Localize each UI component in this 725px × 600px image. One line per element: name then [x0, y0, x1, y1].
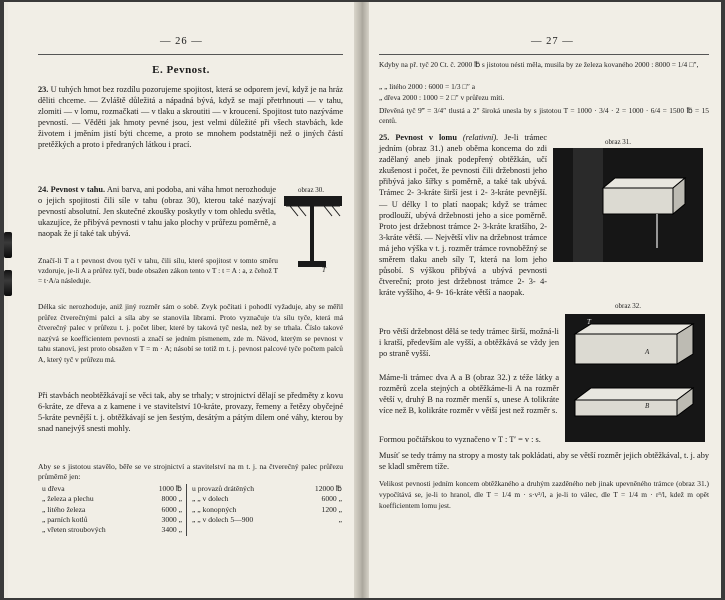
paragraph-number: 23.	[38, 85, 49, 94]
formula-line: Formou počtářskou to vyznačeno v T : T′ = v : s.	[379, 435, 541, 444]
page-number: — 27 —	[531, 36, 574, 47]
building-paragraph: Při stavbách neobtěžkávají se věci tak, aby se trhaly; v strojnictví dělají se předměty z kovu 6-kráte, ze dřeva a z kamene i ve stavitelství 10-kráte, provazy, řemeny a řetězy obyčejné 5-kráte pevnější t. j. obtěžkávají se jen šestým, desátým a pátým dílem oné váhy, kterou by snad nanejvýš snesti mohly.	[38, 391, 343, 434]
paragraph-23	[38, 84, 343, 151]
small-print-end: Velikost pevnosti jedním koncem obtěžkaného a druhým zazděného neb jinak upevněného trámce (obraz 31.) vypočítává se, je-li to hranol, dle T = 1/4 m · s·v²/l, a je-li to válec, dle T = 1/4 m · r³/l, kdež m opět koefficientem lomu jest.	[379, 479, 709, 510]
figure-31-caption: obraz 31.	[605, 138, 632, 146]
table-row	[42, 484, 182, 494]
paragraph-25	[379, 132, 547, 298]
calc-line-3: Dřevěná tyč 9‴ = 3/4″ tlustá a 2″ široká unesla by s jistotou T = 1000 · 3/4 · 2 = 1000 · 6/4 = 1500 ℔ = 15 centů.	[379, 106, 709, 126]
page-number: — 26 —	[160, 36, 203, 47]
table-row	[42, 505, 182, 515]
table-cell-value: 1200 „	[321, 504, 342, 514]
paragraph-text: U tuhých hmot bez rozdílu pozorujeme spojitost, která se odporem jeví, když je na hráz děliti chceme. — Zvláště důležitá a nápadná bývá, když se mají přetrhnouti — v tahu, zlomiti — v lomu, rozmačkati — v tlaku a skroutiti — v kroucení. Spojitost tuto nazýváme pevností. — Věděti jak hmoty pevné jsou, jest velmi důležité při všech stavbách, kde životem i jměním jistí býti chceme, a proto se mnohem podstatněji než o jiných částí pretěžkých a proto i předraných látkou i prací.	[38, 85, 343, 150]
figure-32-label-a: A	[645, 348, 650, 356]
small-print-paragraph: Délka sic nerozhoduje, aniž jiný rozměr sám o sobě. Zvyk počítati i pohodlí vyžaduje, aby se měřil průřez čtverečnými palci a síla aby se stanovila librami. Proto vyznačuje t/a sílu tyče, která má čtverečný palec v průřezu t. j. počet liber, které by taková tyč nesla, než by se trhala. Číslo takové nazývá se koefficientem pevnosti a značí se jedním písmenem, zde m. Návod, kterým se pevnost v tahu stanoví, jest proto obsažen v T = m · A; násobí se totiž m t. j. pevnost palcové tyče počtem palců A, který tyč v průřezu má.	[38, 302, 343, 364]
table-cell-label: „ „ v dolech 5—900	[192, 514, 254, 524]
table-cell-label: „ „ v dolech	[192, 494, 229, 504]
binder-clip	[4, 270, 12, 296]
right-page	[369, 2, 721, 598]
table-cell-value: 3000 „	[161, 514, 182, 524]
table-cell-value: „	[338, 514, 342, 524]
header-rule	[379, 54, 709, 55]
book-gutter	[354, 2, 369, 598]
calc-line-2: „ dřeva 2000 : 1000 = 2 □″ v průřezu míti.	[379, 93, 505, 102]
table-cell-label: „ „ konopných	[192, 504, 237, 514]
left-page	[8, 2, 354, 598]
figure-30-caption: obraz 30.	[298, 186, 325, 194]
binder-clip	[4, 232, 12, 258]
paragraph-subheading: (relativní).	[462, 133, 499, 142]
intro-example: Kdyby na př. tyč 20 Ct. č. 2000 ℔ s jistotou nésti měla, musila by ze železa kovaného 2000 : 8000 = 1/4 □″,	[379, 60, 699, 69]
table-cell-value: 12000 ℔	[314, 484, 342, 493]
table-row	[192, 505, 342, 515]
calc-line-1: „ „ litého 2000 : 6000 = 1/3 □″ a	[379, 82, 476, 91]
ab-paragraph: Máme-li trámec dva A a B (obraz 32.) z téže látky a rozměrů zcela stejných a obtěžkáme-li A na rozměr větší v, druhý B na rozměr menší s, unese A tolikráte více než B, kolikráte rozměr v větší jest než rozměr s.	[379, 373, 559, 416]
formula-paragraph: Značí-li T a t pevnost dvou tyčí v tahu, čili sílu, které spojitost v tomto směru vzdoruje, je-li A a průřez tyčí, bude obsažen zákon tento v T : t = A : a, z čehož T = t·A/a následuje.	[38, 256, 278, 286]
table-cell-value: 1000 ℔	[158, 484, 182, 493]
table-divider	[186, 484, 187, 536]
paragraph-heading: Pevnost v lomu	[395, 133, 457, 142]
book-spread	[4, 2, 721, 598]
strength-table-right	[192, 484, 342, 525]
paragraph-number: 24.	[38, 185, 49, 194]
header-rule	[38, 54, 343, 55]
beam-paragraph: Musíť se tedy trámy na stropy a mosty tak pokládati, aby se větší rozměr jejich obtěžkával, t. j. aby se kladl směrem tíže.	[379, 451, 709, 472]
paragraph-text: Je-li trámec jedním (obraz 31.) aneb oběma koncema do zdi zadělaný aneb jinak podepřený obtěžkán, učí zkušenost i počet, že pevnosti čili držebnosti jeho přibývá jako šířky s poměrně, a také tak ubývá. Trámec 2- 3-kráte širší jest i 2- 3-kráte pevnější. — U délky l to platí naopak; když se trámec prodlouží, ubývá držebnosti jeho a sice poměrně. Proto jest držebnost trámce 2- 3-kráte kratšího, 2- 3-kráte větší. — Největší vliv na držebnost trámce má jeho výška v t. j. rozměr trámce rovnoběžný se směrem tlaku aneb síly T, která na lom jeho působí. S výškou přibývá a ubývá pevnosti čtvereční; proto jest držebnost trámce 2- 3- 4-kráte vyššího, 4- 9- 16-kráte větší a naopak.	[379, 133, 548, 298]
table-row	[192, 515, 342, 525]
table-cell-label: „ parních kotlů	[42, 514, 88, 524]
figure-32	[565, 314, 705, 442]
figure-32-caption: obraz 32.	[615, 302, 642, 310]
table-cell-value: 8000 „	[161, 494, 182, 504]
table-intro: Aby se s jistotou stavělo, běře se ve strojnictví a stavitelství na m t. j. na čtverečný palec průřezu průměrně jen:	[38, 462, 343, 482]
table-row	[42, 525, 182, 535]
figure-32-label-t: T	[587, 318, 591, 326]
paragraph-heading: Pevnost v tahu.	[50, 185, 106, 194]
table-cell-value: 6000 „	[161, 504, 182, 514]
table-cell-label: u provazů drátěných	[192, 484, 254, 493]
table-row	[192, 484, 342, 494]
figure-31	[553, 148, 703, 262]
table-cell-label: „ litého železa	[42, 504, 86, 514]
paragraph-number: 25.	[379, 133, 390, 142]
table-cell-label: „ železa a plechu	[42, 494, 94, 504]
paragraph-text: Ani barva, ani podoba, ani váha hmot nerozhoduje o jejich spojitosti čili síle v tahu (obraz 30), kterou také nazývají pevností absolutní. Jen skutečné zkoušky poskytly v tom ohledu světla, ukazujíce, že přibývá pevnosti v tahu jako plochy v průřezu poměrně, a naopak že jí také tak ubývá.	[38, 185, 276, 239]
wider-paragraph: Pro větší držebnost dělá se tedy trámec širší, možná-li i kratší, především ale vyšší, a obtěžkává se vždy jen po straně vyšší.	[379, 327, 559, 359]
table-row	[192, 494, 342, 504]
table-row	[42, 494, 182, 504]
strength-table-left	[42, 484, 182, 535]
figure-30-label: T	[322, 266, 326, 274]
table-cell-value: 6000 „	[321, 494, 342, 504]
table-row	[42, 515, 182, 525]
paragraph-24	[38, 184, 276, 239]
figure-32-label-b: B	[645, 402, 650, 410]
figure-30	[284, 196, 342, 278]
section-title: E. Pevnost.	[152, 64, 210, 76]
table-cell-label: „ vřeten stroubových	[42, 525, 106, 535]
table-cell-label: u dřeva	[42, 484, 65, 493]
table-cell-value: 3400 „	[161, 525, 182, 535]
